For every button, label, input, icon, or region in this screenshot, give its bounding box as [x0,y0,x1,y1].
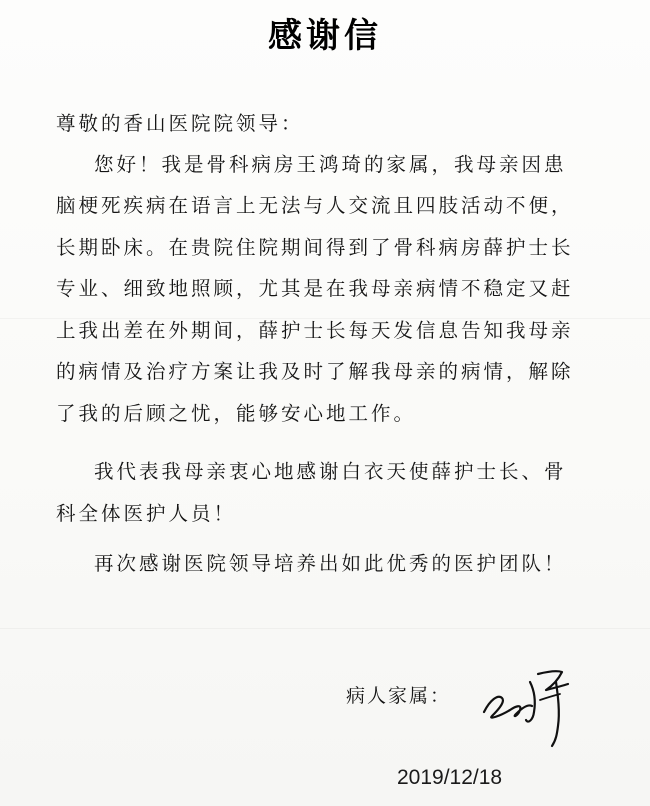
signature-label: 病人家属： [346,685,452,707]
paragraph-1-line: 您好！我是骨科病房王鸿琦的家属，我母亲因患 [94,153,567,176]
paragraph-1-line: 专业、细致地照顾，尤其是在我母亲病情不稳定又赶 [56,277,574,300]
paragraph-3-line: 再次感谢医院领导培养出如此优秀的医护团队！ [94,552,567,575]
paper-fold-line [0,628,650,629]
paragraph-1-line: 上我出差在外期间，薛护士长每天发信息告知我母亲 [56,319,574,342]
letter-date: 2019/12/18 [397,766,503,789]
paragraph-2-line: 科全体医护人员！ [56,502,237,525]
paragraph-1-line: 脑梗死疾病在语言上无法与人交流且四肢活动不便， [56,194,574,217]
paragraph-1-line: 了我的后顾之忧，能够安心地工作。 [56,402,417,425]
paragraph-2-line: 我代表我母亲衷心地感谢白衣天使薛护士长、骨 [94,460,567,483]
paragraph-1-line: 长期卧床。在贵院住院期间得到了骨科病房薛护士长 [56,236,574,259]
paragraph-1-line: 的病情及治疗方案让我及时了解我母亲的病情，解除 [56,360,574,383]
handwritten-signature [476,660,586,750]
salutation: 尊敬的香山医院院领导： [56,112,304,135]
letter-title: 感谢信 [268,16,382,56]
